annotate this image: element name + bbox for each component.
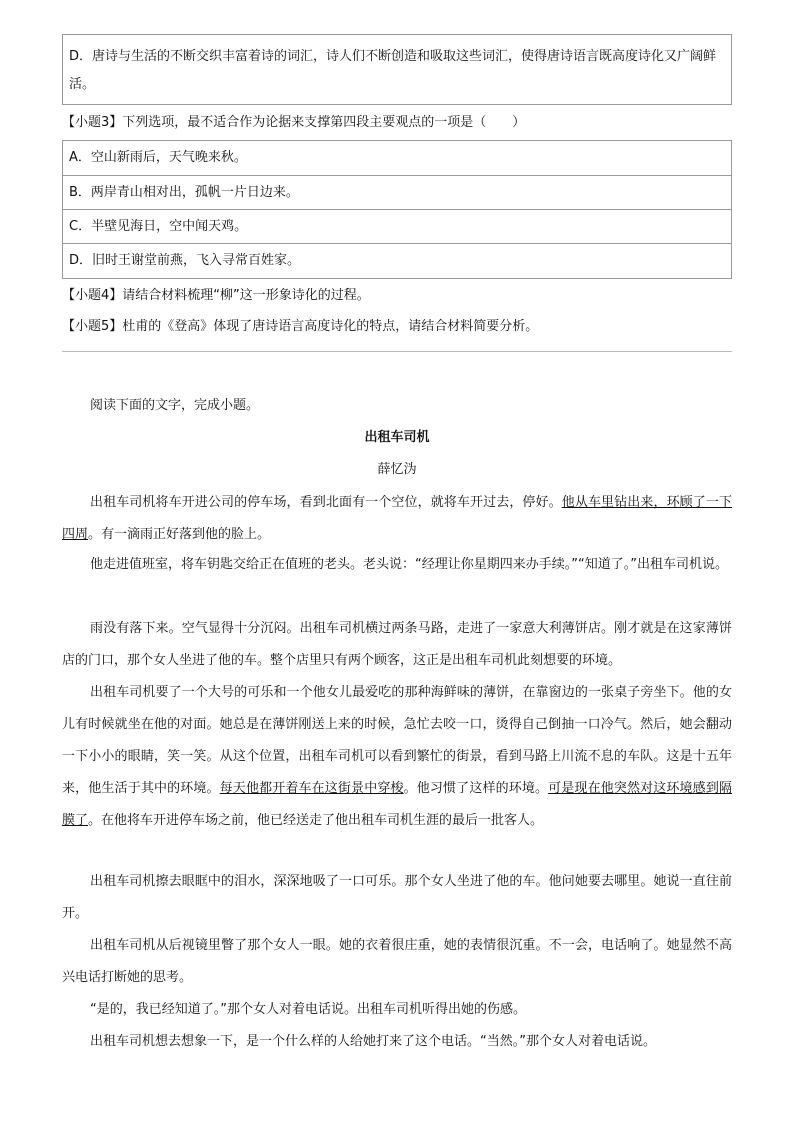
p4-underlined-2: 可是现在他突然对这环境感到隔膜了: [62, 781, 732, 828]
question-5: 【小题5】杜甫的《登高》体现了唐诗语言高度诗化的特点，请结合材料简要分析。: [62, 319, 539, 334]
paragraph-1: [62, 487, 732, 551]
paragraph-4: [62, 677, 732, 837]
option-c[interactable]: C．半壁见海日，空中闻天鸡。: [63, 209, 731, 243]
section-divider: [62, 351, 732, 352]
p1-text-a: 出租车司机将车开进公司的停车场，看到北面有一个空位，就将车开过去，停好。: [90, 495, 562, 510]
prev-option-d: D．唐诗与生活的不断交织丰富着诗的词汇，诗人们不断创造和吸取这些词汇，使得唐诗语言既高度诗化又广阔鲜活。: [69, 49, 717, 92]
question-3-stem: 【小题3】下列选项，最不适合作为论据来支撑第四段主要观点的一项是（ ）: [62, 115, 526, 130]
p1-text-b: 。有一滴雨正好落到他的脸上。: [88, 527, 271, 542]
option-a[interactable]: A．空山新雨后，天气晚来秋。: [69, 150, 247, 165]
question-4: 【小题4】请结合材料梳理“柳”这一形象诗化的过程。: [62, 288, 370, 303]
paragraph-5: 出租车司机擦去眼眶中的泪水，深深地吸了一口可乐。那个女人坐进了他的车。他问她要去哪里。她说一直往前开。: [62, 874, 732, 921]
option-d[interactable]: D．旧时王谢堂前燕，飞入寻常百姓家。: [63, 243, 731, 277]
paragraph-7: “是的，我已经知道了。”那个女人对着电话说。出租车司机听得出她的伤感。: [90, 1002, 526, 1017]
paragraph-2: 他走进值班室，将车钥匙交给正在值班的老头。老头说：“经理让你星期四来办手续。”“知道了。”出租车司机说。: [90, 557, 728, 572]
p4-text-b: 。他习惯了这样的环境。: [403, 781, 549, 796]
paragraph-8: 出租车司机想去想象一下，是一个什么样的人给她打来了这个电话。“当然。”那个女人对着电话说。: [90, 1034, 656, 1049]
p4-text-c: 。在他将车开进停车场之前，他已经送走了他出租车司机生涯的最后一批客人。: [88, 813, 544, 828]
option-b[interactable]: B．两岸青山相对出，孤帆一片日边来。: [63, 175, 731, 209]
article-author: 薛忆沩: [377, 462, 417, 477]
question-3-options: [62, 140, 732, 279]
p4-underlined-1: 每天他都开着车在这街景中穿梭: [219, 781, 404, 796]
paragraph-6: 出租车司机从后视镜里瞥了那个女人一眼。她的衣着很庄重，她的表情很沉重。不一会，电话响了。她显然不高兴电话打断她的思考。: [62, 938, 732, 985]
p4-text-a: 出租车司机要了一个大号的可乐和一个他女儿最爱吃的那种海鲜味的薄饼，在靠窗边的一张桌子旁坐下。他的女儿有时候就坐在他的对面。她总是在薄饼刚送上来的时候，急忙去咬一口，烫得自己倒抽一口冷气。然后，她会翻动一下小小的眼睛，笑一笑。从这个位置，出租车司机可以看到繁忙的街景，看到马路上川流不息的车队。这是十五年来，他生活于其中的环境。: [62, 685, 732, 796]
p1-underlined-1: 他从车里钻出来，环顾了一下四周: [62, 495, 732, 542]
prev-option-d-box: [62, 34, 732, 105]
reading-instruction: 阅读下面的文字，完成小题。: [90, 398, 260, 413]
paragraph-3: 雨没有落下来。空气显得十分沉闷。出租车司机横过两条马路，走进了一家意大利薄饼店。刚才就是在这家薄饼店的门口，那个女人坐进了他的车。整个店里只有两个顾客，这正是出租车司机此刻想要的环境。: [62, 621, 732, 668]
article-title: 出租车司机: [364, 430, 430, 445]
